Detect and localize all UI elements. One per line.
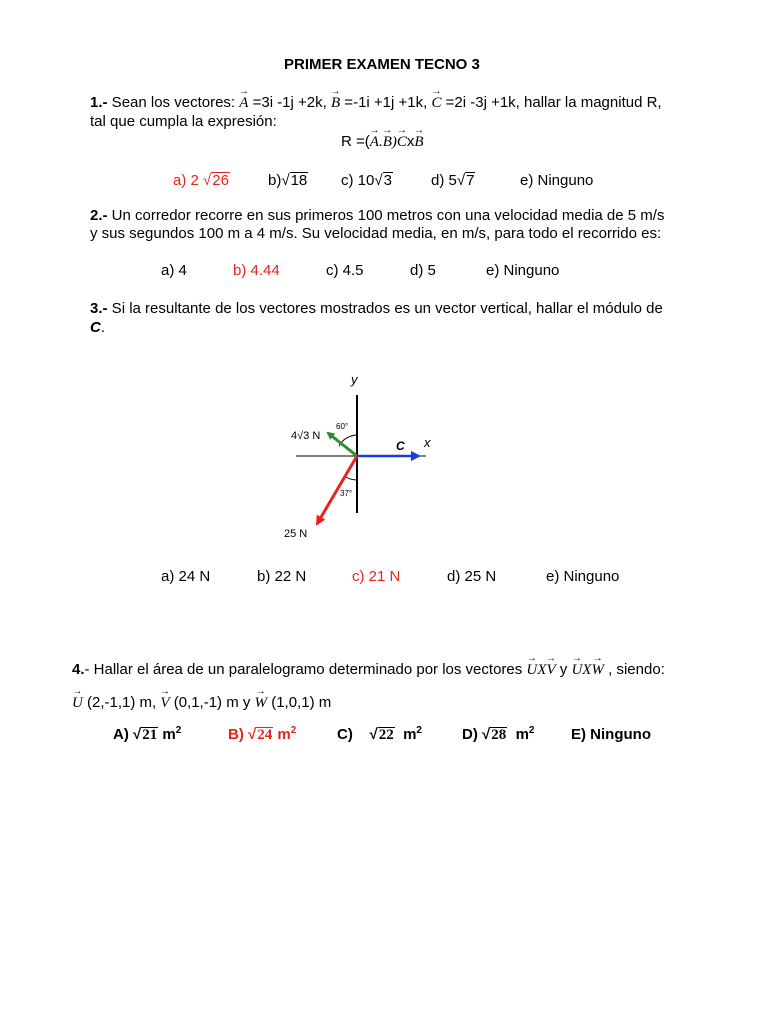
question-1-number: 1.-	[90, 94, 108, 111]
uxw-w: → W	[591, 662, 604, 679]
q1-option-e: e) Ninguno	[520, 172, 594, 189]
q2-option-e: e) Ninguno	[486, 262, 560, 279]
question-3-number: 3.-	[90, 300, 108, 317]
q4-option-a-unit: m	[158, 726, 176, 743]
q4-option-d-radicand: 28	[491, 727, 507, 743]
vector-w-symbol: → W	[255, 695, 268, 712]
question-4-number: 4.	[72, 661, 85, 678]
q2-option-c: c) 4.5	[326, 262, 364, 279]
sqrt-icon: √	[248, 726, 257, 743]
q1-option-c-radicand: 3	[383, 172, 392, 189]
expression-cross: x	[406, 133, 415, 150]
sqrt-icon: √	[374, 172, 383, 189]
q4-option-e: E) Ninguno	[571, 726, 651, 743]
c-vector-label: C	[396, 439, 405, 453]
q2-option-d: d) 5	[410, 262, 436, 279]
x-axis-label: x	[424, 435, 431, 450]
q1-option-a-radicand: 26	[212, 172, 229, 189]
uxv-v: → V	[546, 662, 555, 679]
q2-option-b: b) 4.44	[233, 262, 280, 279]
expression-c: → C	[397, 134, 407, 151]
q1-option-b-radicand: 18	[290, 172, 308, 189]
question-1-line-2: tal que cumpla la expresión:	[90, 113, 277, 130]
q4-option-b	[228, 726, 296, 743]
q4-option-a-label: A)	[113, 726, 133, 743]
uxv-u: → U	[526, 662, 537, 679]
q4-option-b-radicand: 24	[257, 727, 273, 743]
q1-option-d-label: d) 5	[431, 172, 457, 189]
question-2-number: 2.-	[90, 207, 108, 224]
question-4-text-1: - Hallar el área de un paralelogramo determinado por los vectores	[84, 661, 527, 678]
q3-option-a: a) 24 N	[161, 568, 211, 585]
q2-option-a: a) 4	[161, 262, 187, 279]
q4-option-c-unit: m	[394, 726, 417, 743]
expression-b: → B	[383, 134, 392, 151]
q4-option-d-unit: m	[507, 726, 529, 743]
sqrt-icon: √	[133, 726, 142, 743]
q4-option-c-exp: 2	[416, 725, 422, 736]
question-2-line-2: y sus segundos 100 m a 4 m/s. Su velocidad media, en m/s, para todo el recorrido es:	[90, 225, 662, 242]
q3-option-d: d) 25 N	[447, 568, 497, 585]
vector-w-value: (1,0,1) m	[267, 694, 332, 711]
q1-option-d-radicand: 7	[466, 172, 475, 189]
q4-option-d-exp: 2	[528, 725, 535, 736]
vector-green	[328, 433, 357, 456]
q4-option-d	[462, 726, 534, 743]
vector-c-value: =2i -3j +1k, hallar la magnitud R,	[441, 94, 662, 111]
sqrt-icon: √	[456, 172, 466, 189]
vector-c-symbol: → C	[431, 95, 441, 112]
vector-v-value: (0,1,-1) m y	[169, 694, 255, 711]
q4-option-b-label: B)	[228, 726, 248, 743]
vector-b-symbol: → B	[331, 95, 340, 112]
question-1-intro: Sean los vectores:	[107, 94, 240, 111]
q1-option-b-label: b)	[268, 172, 282, 189]
uxv-x: X	[537, 662, 547, 678]
q4-option-a-exp: 2	[175, 725, 182, 736]
expression-prefix: R =(	[341, 133, 370, 150]
q3-option-c: c) 21 N	[352, 568, 401, 585]
question-4-and: y	[555, 661, 572, 678]
expression-a: → A	[370, 134, 379, 151]
expression-close: )	[391, 134, 397, 150]
vector-u-value: (2,-1,1) m,	[82, 694, 161, 711]
angle-bottom-label: 37°	[340, 489, 353, 498]
green-vector-label: 4√3 N	[291, 430, 321, 442]
q4-option-a	[113, 726, 181, 743]
q1-option-c-label: c) 10	[341, 172, 375, 189]
question-4-siendo: , siendo:	[603, 661, 665, 678]
q4-option-a-radicand: 21	[142, 727, 158, 743]
vector-v-symbol: → V	[160, 695, 169, 712]
page-title: PRIMER EXAMEN TECNO 3	[284, 56, 480, 73]
angle-top-label: 60°	[336, 422, 349, 431]
sqrt-icon: √	[203, 172, 212, 189]
sqrt-icon: √	[482, 726, 491, 743]
q4-option-b-unit: m	[273, 726, 291, 743]
sqrt-icon: √	[281, 172, 290, 189]
vector-u-symbol: → U	[72, 695, 83, 712]
q3-option-e: e) Ninguno	[546, 568, 620, 585]
y-axis-label: y	[351, 372, 358, 387]
vector-b-value: =-1i +1j +1k,	[340, 94, 432, 111]
question-3-text-1: Si la resultante de los vectores mostrados es un vector vertical, hallar el módulo de	[107, 300, 663, 317]
sqrt-icon: √	[369, 726, 378, 743]
question-4-line-1	[72, 661, 665, 679]
uxw-u: → U	[571, 662, 582, 679]
q4-option-d-label: D)	[462, 726, 482, 743]
vector-a-value: =3i -1j +2k,	[248, 94, 331, 111]
q4-option-c-radicand: 22	[378, 727, 394, 743]
vector-a-symbol: → A	[239, 95, 248, 112]
question-3-period: .	[100, 319, 106, 336]
red-vector-label: 25 N	[284, 528, 308, 540]
q4-option-c	[337, 726, 422, 743]
question-2-text-1: Un corredor recorre en sus primeros 100 metros con una velocidad media de 5 m/s	[107, 207, 665, 224]
question-4-line-2	[72, 694, 331, 712]
question-3-c-symbol: C	[90, 319, 101, 336]
q4-option-c-label: C)	[337, 726, 370, 743]
expression-b2: → B	[414, 134, 423, 151]
q1-option-a-label: a) 2	[173, 172, 204, 189]
q4-option-b-exp: 2	[290, 725, 297, 736]
expression-dot: .	[378, 134, 383, 150]
uxw-x: X	[582, 662, 592, 678]
q3-option-b: b) 22 N	[257, 568, 307, 585]
